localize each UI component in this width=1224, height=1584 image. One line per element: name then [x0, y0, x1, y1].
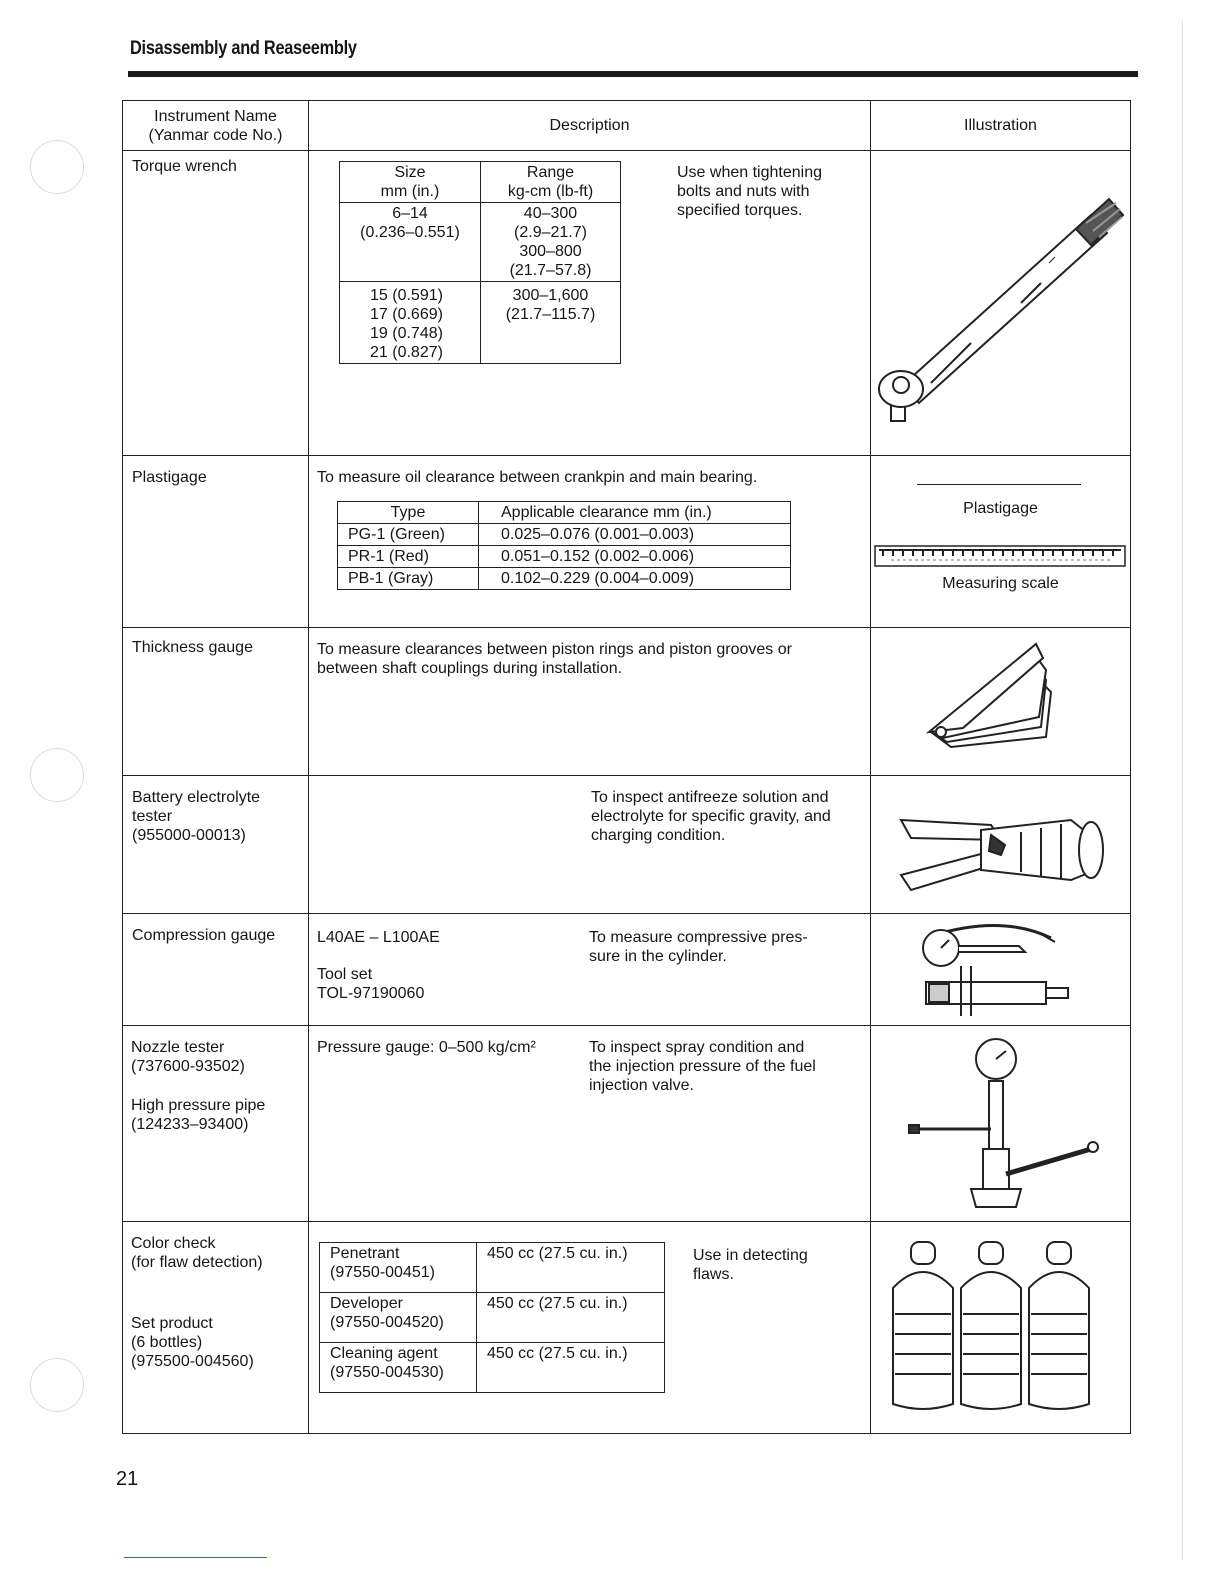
- instrument-name: Torque wrench: [123, 151, 309, 456]
- instrument-name: Color check (for flaw detection): [131, 1235, 263, 1271]
- binder-hole-middle: [30, 748, 84, 802]
- illustration-cell: [871, 151, 1131, 456]
- nozzle-pressure: Pressure gauge: 0–500 kg/cm²: [317, 1039, 536, 1056]
- column-header-description: Description: [309, 101, 871, 151]
- thickness-gauge-icon: [871, 632, 1129, 772]
- instrument-name: Battery electrolyte tester (955000-00013): [123, 776, 309, 914]
- footer-link-line: [124, 1557, 267, 1558]
- product-volume: 450 cc (27.5 cu. in.): [477, 1243, 665, 1293]
- thickness-gauge-description: To measure clearances between piston rings and piston grooves or between shaft couplings during installation.: [309, 628, 871, 776]
- table-row: [123, 628, 1131, 776]
- compression-model: L40AE – L100AE: [317, 929, 440, 946]
- page-title: Disassembly and Reaseembly: [130, 38, 357, 59]
- illustration-cell: [871, 456, 1131, 628]
- instrument-name: Nozzle tester (737600-93502): [131, 1039, 245, 1075]
- column-header-name: Instrument Name (Yanmar code No.): [123, 101, 309, 151]
- description-cell: [309, 1222, 871, 1434]
- product-volume: 450 cc (27.5 cu. in.): [477, 1343, 665, 1393]
- description-cell: [309, 914, 871, 1026]
- plastigage-type: PB-1 (Gray): [338, 568, 479, 590]
- spec-header-size: Size mm (in.): [340, 162, 481, 203]
- table-row: [123, 151, 1131, 456]
- illustration-cell: [871, 1222, 1131, 1434]
- compression-toolset: Tool set TOL-97190060: [317, 966, 425, 1002]
- measuring-scale-icon: [871, 544, 1129, 568]
- table-row: [123, 1222, 1131, 1434]
- instrument-name: Compression gauge: [123, 914, 309, 1026]
- binder-hole-top: [30, 140, 84, 194]
- instrument-table: [122, 100, 1131, 1434]
- instrument-name: Thickness gauge: [123, 628, 309, 776]
- product-name: Penetrant (97550-00451): [320, 1243, 477, 1293]
- product-volume: 450 cc (27.5 cu. in.): [477, 1293, 665, 1343]
- description-cell: [123, 1026, 309, 1222]
- page-number: 21: [116, 1468, 139, 1490]
- instrument-name: High pressure pipe (124233–93400): [131, 1097, 266, 1133]
- color-check-note: Use in detecting flaws.: [693, 1247, 808, 1283]
- color-check-table: [319, 1242, 665, 1393]
- product-name: Developer (97550-004520): [320, 1293, 477, 1343]
- plastigage-type: PG-1 (Green): [338, 524, 479, 546]
- header-rule: [128, 71, 1138, 77]
- table-row: [123, 914, 1131, 1026]
- description-cell: [309, 456, 871, 628]
- nozzle-tester-icon: [871, 1029, 1129, 1219]
- compression-gauge-icon: [871, 916, 1129, 1024]
- instrument-name: Plastigage: [123, 456, 309, 628]
- instrument-name: Set product (6 bottles) (975500-004560): [131, 1315, 254, 1370]
- plastigage-clearance: 0.051–0.152 (0.002–0.006): [479, 546, 791, 568]
- illustration-cell: [871, 628, 1131, 776]
- torque-spec-table: [339, 161, 621, 364]
- compression-description: To measure compressive pres- sure in the cylinder.: [589, 929, 808, 965]
- battery-tester-description: To inspect antifreeze solution and electrolyte for specific gravity, and charging condition.: [591, 789, 831, 844]
- binder-hole-bottom: [30, 1358, 84, 1412]
- plastigage-label: Plastigage: [963, 500, 1038, 517]
- spec-header-range: Range kg-cm (lb-ft): [481, 162, 621, 203]
- illustration-cell: [871, 914, 1131, 1026]
- nozzle-description: To inspect spray condition and the injection pressure of the fuel injection valve.: [589, 1039, 816, 1094]
- column-header-illustration: Illustration: [871, 101, 1131, 151]
- table-header-row: [123, 101, 1131, 151]
- description-cell: [309, 151, 871, 456]
- description-cell: [123, 1222, 309, 1434]
- spec-size: 15 (0.591) 17 (0.669) 19 (0.748) 21 (0.827): [340, 282, 481, 364]
- plastigage-header-clearance: Applicable clearance mm (in.): [479, 502, 791, 524]
- table-row: [123, 456, 1131, 628]
- illustration-cell: [871, 1026, 1131, 1222]
- plastigage-description: To measure oil clearance between crankpin and main bearing.: [317, 469, 758, 486]
- plastigage-type: PR-1 (Red): [338, 546, 479, 568]
- page-edge-line: [1182, 20, 1183, 1560]
- spec-size: 6–14 (0.236–0.551): [340, 203, 481, 282]
- illustration-cell: [871, 776, 1131, 914]
- plastigage-table: [337, 501, 791, 590]
- description-cell: [309, 776, 871, 914]
- torque-note: Use when tightening bolts and nuts with specified torques.: [677, 164, 822, 219]
- plastigage-header-type: Type: [338, 502, 479, 524]
- spec-range: 40–300 (2.9–21.7) 300–800 (21.7–57.8): [481, 203, 621, 282]
- description-cell: [309, 1026, 871, 1222]
- spec-range: 300–1,600 (21.7–115.7): [481, 282, 621, 364]
- plastigage-clearance: 0.102–0.229 (0.004–0.009): [479, 568, 791, 590]
- torque-wrench-icon: [871, 153, 1129, 453]
- bottles-icon: [871, 1228, 1129, 1428]
- product-name: Cleaning agent (97550-004530): [320, 1343, 477, 1393]
- plastigage-clearance: 0.025–0.076 (0.001–0.003): [479, 524, 791, 546]
- plastigage-strip: [917, 484, 1081, 485]
- table-row: [123, 776, 1131, 914]
- measuring-scale-caption: Measuring scale: [942, 575, 1059, 592]
- battery-tester-icon: [871, 780, 1129, 910]
- table-row: [123, 1026, 1131, 1222]
